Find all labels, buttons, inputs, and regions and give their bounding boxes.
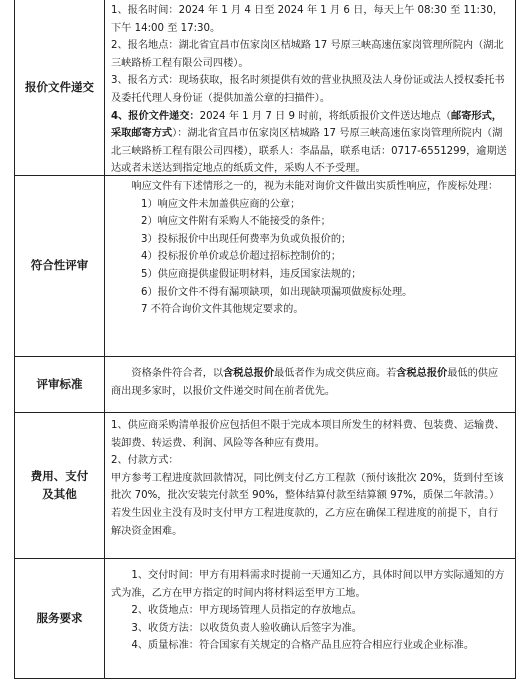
payment-content (105, 413, 515, 558)
quote-submission-deadline: 2024 年 1 月 7 日 9 时前，将纸质报价文件送达地点（ (199, 110, 452, 122)
compliance-intro: 响应文件有下述情形之一的，视为未能对询价文件做出实质性响应，作废标处理： (131, 181, 499, 192)
quote-submission-mail-note: 邮寄形式，采取邮寄方式 (111, 110, 502, 140)
compliance-row (15, 176, 515, 357)
service-quality-standard: 4、质量标准：符合国家有关规定的合格产品且应符合相应行业或企业标准。 (131, 640, 475, 652)
criteria-row (15, 357, 515, 413)
registration-time: 1、报名时间：2024 年 1 月 4 日至 2024 年 1 月 6 日，每天上午 08:30 至 11:30，下午 14:00 至 17:30。 (111, 5, 504, 34)
criteria-text-part: 资格条件符合者，以 (131, 368, 224, 379)
payment-fees: 1、供应商采购清单报价应包括但不限于完成本项目所发生的材料费、包装费、运输费、装卸费、转运费、利润、风险等各种应有费用。 (111, 420, 505, 449)
service-delivery-time: 1、交付时间：甲方有用料需求时提前一天通知乙方，具体时间以甲方实际通知的方式为准，乙方在甲方指定的时间内将材料运至甲方工地。 (111, 570, 505, 599)
compliance-content (105, 176, 515, 356)
criteria-label: 评审标准 (15, 357, 105, 412)
quote-submission-title: 4、报价文件递交： (111, 110, 200, 122)
service-content (105, 559, 515, 678)
compliance-item: 7 不符合询价文件其他规定要求的。 (141, 304, 304, 316)
submission-label: 报价文件递交 (15, 0, 105, 175)
payment-method-title: 2、付款方式： (111, 455, 179, 467)
quote-submission-details: ）：湖北省宜昌市伍家岗区桔城路 17 号原三峡高速伍家岗管理所院内（湖北三峡路桥工程有限公司四楼），联系人：李晶晶，联系电话：0717-6551299，逾期送达或者未送达到指定地点的纸质文件，采购人不予受理。 (111, 128, 507, 175)
compliance-label: 符合性评审 (15, 176, 105, 356)
compliance-item: 3）投标报价中出现任何费率为负或负报价的； (141, 233, 352, 245)
submission-content (105, 0, 515, 175)
quote-submission (111, 108, 507, 175)
payment-label-text: 费用、支付及其他 (30, 469, 89, 501)
submission-row (15, 0, 515, 176)
criteria-total-price: 含税总报价 (396, 368, 448, 379)
requirements-table (14, 0, 516, 679)
service-acceptance-method: 3、收货方法：以收货负责人验收确认后签字为准。 (131, 622, 362, 634)
compliance-item: 5）供应商提供虚假证明材料，违反国家法规的； (141, 268, 362, 280)
payment-method-details: 甲方参考工程进度款回款情况，同比例支付乙方工程款（预付该批次 20%，货到付至该批次 70%，批次安装完付款至 90%，整体结算付款至结算额 97%，质保二年款清。）若发生因业主没有及时支付甲方工程进度款的，乙方应在确保工程进度的前提下，自行解决资金困难。 (111, 472, 504, 537)
service-label: 服务要求 (15, 559, 105, 678)
compliance-item: 6）报价文件不得有漏项缺项，如出现缺项漏项做废标处理。 (141, 286, 413, 298)
criteria-total-price: 含税总报价 (223, 368, 275, 379)
registration-method: 3、报名方式：现场获取，报名时须提供有效的营业执照及法人身份证或法人授权委托书及委托代理人身份证（提供加盖公章的扫描件）。 (111, 75, 505, 104)
criteria-text-part: 最低者作为成交供应商。若 (274, 368, 397, 379)
compliance-item: 2）响应文件附有采购人不能接受的条件； (141, 216, 331, 228)
service-row (15, 559, 515, 679)
service-delivery-location: 2、收货地点：甲方现场管理人员指定的存放地点。 (131, 605, 362, 617)
payment-row (15, 413, 515, 559)
payment-label (15, 413, 105, 558)
registration-location: 2、报名地点：湖北省宜昌市伍家岗区桔城路 17 号原三峡高速伍家岗管理所院内（湖北三峡路桥工程有限公司四楼）。 (111, 40, 504, 69)
compliance-item: 1）响应文件未加盖供应商的公章； (141, 198, 301, 210)
criteria-content (105, 357, 515, 412)
criteria-text (111, 365, 507, 400)
compliance-item: 4）投标报价单价或总价超过招标控制价的； (141, 251, 342, 263)
criteria-text-part: 最低的供应商出现多家时，以报价文件递交时间在前者优先。 (111, 368, 499, 397)
